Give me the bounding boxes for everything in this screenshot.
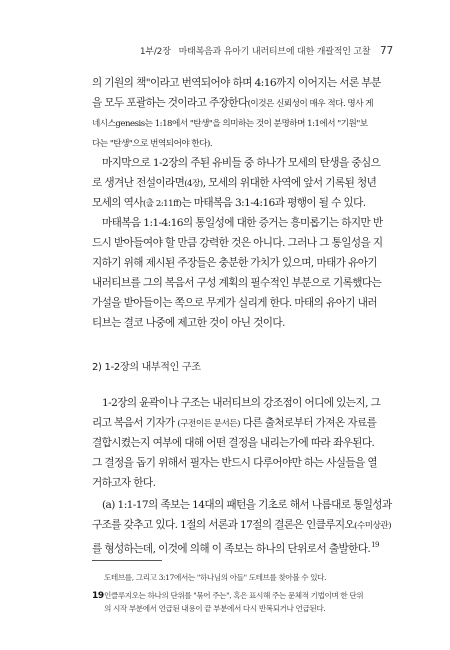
- text-span: 다른 출처로부터 가져온 자료를: [239, 417, 377, 429]
- text-line: [92, 416, 392, 431]
- text-line: 지하기 위해 제시된 주장들은 충분한 가치가 있으며, 마태가 유아기: [92, 257, 378, 269]
- text-span: 모세의 역사: [92, 197, 143, 209]
- text-line: 의 기원의 책"이라고 번역되어야 하며 4:16까지 이어지는 서론 부분: [92, 77, 381, 89]
- text-span: 을 모두 포괄하는 것이라고 주장한다: [92, 97, 248, 109]
- text-span: 는 마태복음 3:1-4:16과 평행이 될 수 있다.: [181, 197, 366, 209]
- footnote-number: 19: [92, 591, 104, 601]
- text-line: 티브는 결코 나중에 제고한 것이 아닌 것이다.: [92, 317, 285, 329]
- footnote-text: 인클루지오는 하나의 단위를 "묶어 주는", 혹은 표시해 주는 문체적 기법이며 한 단위: [104, 591, 364, 600]
- text-line: [92, 538, 392, 556]
- text-line: [92, 116, 392, 131]
- text-span: 를 형성하는데, 이것에 의해 이 족보는 하나의 단위로서 출발한다.: [92, 543, 371, 555]
- text-line: [92, 176, 392, 191]
- parenthetical-note: (출 2:11ff): [142, 199, 182, 209]
- text-line: 가설을 받아들이는 쪽으로 무게가 실리게 한다. 마태의 유아기 내러: [92, 297, 378, 309]
- chapter-label: 1부/2장: [139, 47, 171, 57]
- text-line: 마태복음 1:1-4:16의 통일성에 대한 증거는 흥미롭기는 하지만 반: [102, 217, 383, 229]
- text-line: 드시 받아들여야 할 만큼 강력한 것은 아니다. 그러나 그 통일성을 지: [92, 237, 383, 249]
- text-line: 마지막으로 1-2장의 주된 유비들 중 하나가 모세의 탄생을 중심으: [102, 157, 381, 169]
- text-line: 거하고자 한다.: [92, 477, 156, 489]
- parenthetical-note: (구전이든 문서든): [177, 419, 240, 429]
- text-span: 로 생겨난 전설이라면: [92, 177, 185, 189]
- text-line: (a) 1:1-17의 족보는 14대의 패턴을 기초로 해서 나름대로 통일성과: [102, 499, 392, 511]
- section-heading: 2) 1-2장의 내부적인 구조: [92, 362, 201, 373]
- text-span: , 모세의 위대한 사역에 앞서 기록된 청년: [202, 177, 377, 189]
- page-number: 77: [380, 45, 393, 57]
- text-line: [92, 96, 392, 111]
- text-line: [92, 196, 392, 211]
- running-header: [140, 44, 393, 57]
- text-span: 구조를 갖추고 있다. 1절의 서론과 17절의 결론은 인클루지오: [92, 519, 355, 531]
- parenthetical-note: 네시스genesis는 1:18에서 "탄생"을 의미하는 것이 분명하며 1:1에서 "기원"보: [92, 119, 368, 129]
- footnote-divider: [92, 560, 162, 561]
- footnote-19: [92, 590, 394, 602]
- text-line: [92, 136, 392, 151]
- footnote-text-line: 의 시작 부분에서 언급된 내용이 끝 부분에서 다시 반복되거나 언급된다.: [104, 604, 326, 613]
- text-line: [92, 518, 392, 533]
- footnote-reference: 19: [371, 541, 379, 549]
- parenthetical-note: (이것은 신뢰성이 매우 적다. 명사 게: [247, 99, 374, 109]
- text-line: 내러티브를 그의 복음서 구성 계획의 필수적인 부분으로 기록했다는: [92, 277, 382, 289]
- parenthetical-note: (수미상관): [354, 521, 392, 531]
- text-span: 리고 복음서 기자가: [92, 417, 178, 429]
- footnote-continued: 도테브를, 그리고 3:17에서는 "하나님의 아들" 도테브를 찾아볼 수 있다.: [104, 573, 327, 582]
- text-line: 결합시켰는지 여부에 대해 어떤 결정을 내리는가에 따라 좌우된다.: [92, 437, 375, 449]
- header-title: 마태복음과 유아기 내러티브에 대한 개괄적인 고찰: [178, 47, 371, 57]
- text-line: 1-2장의 윤곽이나 구조는 내러티브의 강조점이 어디에 있는지, 그: [102, 397, 381, 409]
- parenthetical-note: (4장): [184, 179, 203, 189]
- text-line: 그 결정을 돕기 위해서 필자는 반드시 다루어야만 하는 사실들을 열: [92, 457, 378, 469]
- parenthetical-note: 다는 "탄생"으로 번역되어야 한다).: [92, 139, 213, 149]
